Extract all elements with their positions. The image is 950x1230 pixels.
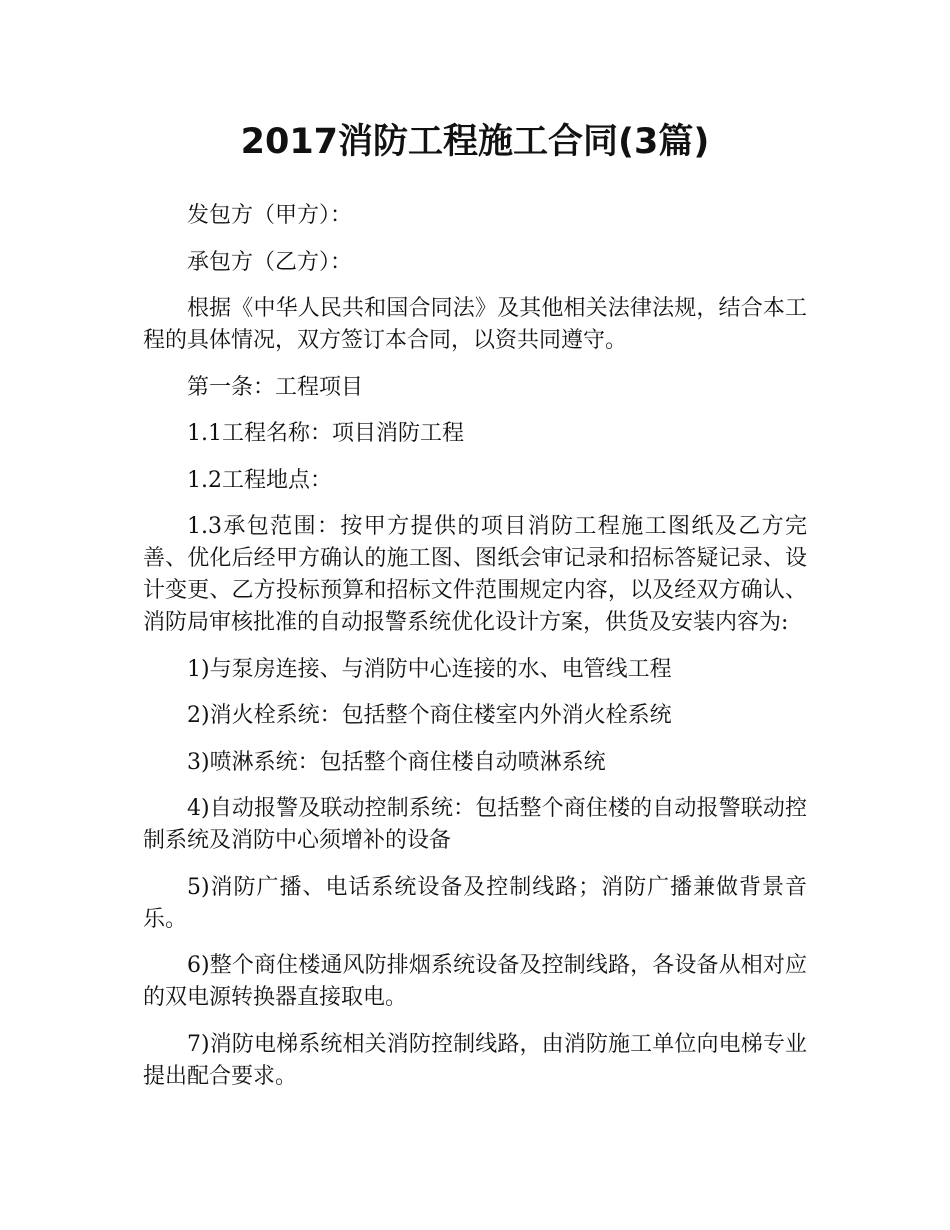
scope-item-4: 4)自动报警及联动控制系统：包括整个商住楼的自动报警联动控制系统及消防中心须增补的设备	[143, 796, 807, 853]
party-a-line: 发包方（甲方）：	[187, 203, 353, 228]
scope-item-5: 5)消防广播、电话系统设备及控制线路；消防广播兼做背景音乐。	[143, 874, 807, 932]
article-heading: 第一条：工程项目	[187, 374, 364, 400]
document-body	[143, 200, 807, 1107]
document-title: 2017消防工程施工合同(3篇)	[240, 122, 710, 162]
preamble-paragraph: 根据《中华人民共和国合同法》及其他相关法律法规，结合本工程的具体情况，双方签订本合同，以资共同遵守。	[143, 296, 807, 353]
scope-item-1: 1)与泵房连接、与消防中心连接的水、电管线工程	[187, 656, 672, 682]
party-b-line: 承包方（乙方）：	[187, 249, 353, 275]
clause-1-1: 1.1工程名称：项目消防工程	[187, 421, 464, 446]
scope-item-2: 2)消火栓系统：包括整个商住楼室内外消火栓系统	[187, 703, 672, 728]
clause-1-2: 1.2工程地点：	[187, 467, 332, 493]
clause-1-3: 1.3承包范围：按甲方提供的项目消防工程施工图纸及乙方完善、优化后经甲方确认的施工图、图纸会审记录和招标答疑记录、设计变更、乙方投标预算和招标文件范围规定内容，以及经双方确认、消防局审核批准的自动报警系统优化设计方案，供货及安装内容为:	[143, 514, 807, 635]
scope-item-3: 3)喷淋系统：包括整个商住楼自动喷淋系统	[187, 749, 606, 775]
scope-item-6: 6)整个商住楼通风防排烟系统设备及控制线路，各设备从相对应的双电源转换器直接取电。	[143, 953, 807, 1010]
scope-item-7: 7)消防电梯系统相关消防控制线路，由消防施工单位向电梯专业提出配合要求。	[143, 1031, 807, 1089]
